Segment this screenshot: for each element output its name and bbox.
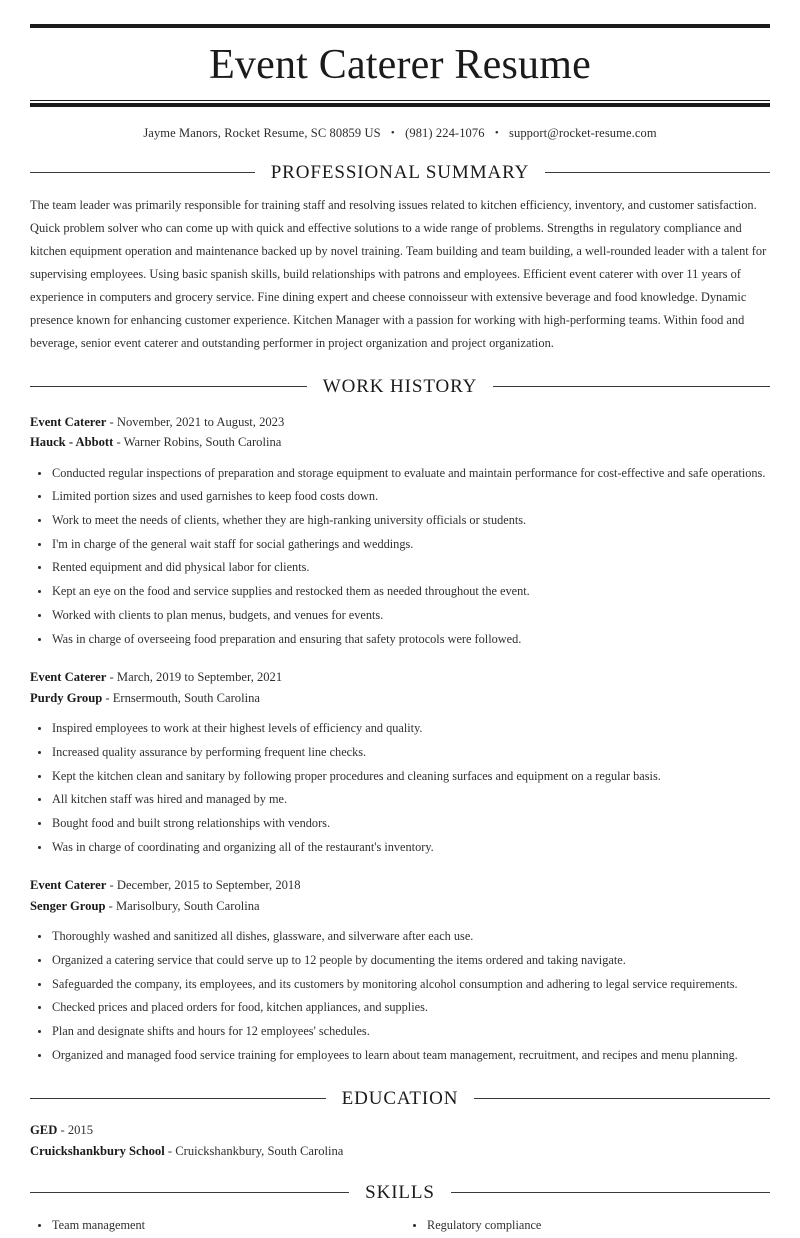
contact-separator-1: •	[390, 127, 395, 140]
job-bullet-list	[30, 462, 770, 652]
contact-address: Jayme Manors, Rocket Resume, SC 80859 US	[143, 126, 381, 141]
job-company: Hauck - Abbott	[30, 435, 114, 450]
resume-content	[30, 0, 770, 1238]
education-entry	[30, 1120, 770, 1161]
education-degree-line	[30, 1120, 770, 1140]
education-degree: GED	[30, 1123, 58, 1138]
job-bullet: Was in charge of overseeing food preparation and ensuring that safety protocols were followed.	[30, 628, 770, 652]
job-title-line	[30, 875, 770, 895]
education-degree-dash: -	[60, 1123, 65, 1138]
job-bullet: Thoroughly washed and sanitized all dishes, glassware, and silverware after each use.	[30, 925, 770, 949]
page-title: Event Caterer Resume	[209, 42, 591, 88]
contact-separator-2: •	[494, 127, 499, 140]
contact-phone: (981) 224-1076	[405, 126, 485, 141]
skills-column-right	[400, 1214, 770, 1238]
section-header-professional-summary	[30, 163, 770, 182]
job-bullet: Work to meet the needs of clients, whether they are high-ranking university officials or students.	[30, 509, 770, 533]
work-history-entry	[30, 412, 770, 652]
section-rule-left	[30, 1098, 326, 1099]
work-history-entry	[30, 667, 770, 859]
education-school-line	[30, 1141, 770, 1161]
section-rule-right	[474, 1098, 770, 1099]
job-bullet: Organized a catering service that could serve up to 12 people by documenting the items ordered and taking navigate.	[30, 949, 770, 973]
skills-list-right	[400, 1214, 770, 1238]
job-bullet: All kitchen staff was hired and managed by me.	[30, 788, 770, 812]
job-title: Event Caterer	[30, 414, 107, 429]
skills-list-left	[30, 1214, 400, 1238]
job-company: Purdy Group	[30, 690, 103, 705]
resume-masthead	[30, 0, 770, 107]
section-title-professional-summary: PROFESSIONAL SUMMARY	[270, 162, 530, 184]
section-title-work-history: WORK HISTORY	[322, 375, 478, 397]
job-bullet: I'm in charge of the general wait staff for social gatherings and weddings.	[30, 533, 770, 557]
job-bullet: Safeguarded the company, its employees, and its customers by monitoring alcohol consumption and adhering to legal service requirements.	[30, 973, 770, 997]
section-header-work-history	[30, 377, 770, 396]
job-bullet: Was in charge of coordinating and organizing all of the restaurant's inventory.	[30, 836, 770, 860]
section-rule-left	[30, 172, 255, 173]
title-zone	[30, 28, 770, 100]
job-bullet-list	[30, 925, 770, 1067]
job-bullet: Organized and managed food service training for employees to learn about team management, recruitment, and recipes and menu planning.	[30, 1044, 770, 1068]
section-rule-right	[451, 1192, 770, 1193]
section-rule-left	[30, 1192, 349, 1193]
education-school-dash: -	[167, 1143, 173, 1158]
job-title-line	[30, 412, 770, 432]
job-company-dash: -	[116, 435, 121, 450]
job-dates: December, 2015 to September, 2018	[116, 878, 301, 893]
job-company-line	[30, 896, 770, 916]
job-title: Event Caterer	[30, 670, 107, 685]
job-dates: November, 2021 to August, 2023	[116, 414, 285, 429]
job-bullet: Bought food and built strong relationships with vendors.	[30, 812, 770, 836]
job-company-line	[30, 432, 770, 452]
section-title-skills: SKILLS	[365, 1182, 435, 1204]
job-bullet-list	[30, 717, 770, 859]
section-rule-right	[545, 172, 770, 173]
job-title-dash: -	[109, 414, 114, 429]
skill-item: Team management	[30, 1214, 400, 1238]
skill-item: Regulatory compliance	[405, 1214, 770, 1238]
job-bullet: Checked prices and placed orders for food, kitchen appliances, and supplies.	[30, 996, 770, 1020]
job-bullet: Kept an eye on the food and service supplies and restocked them as needed throughout the event.	[30, 580, 770, 604]
section-rule-left	[30, 386, 307, 387]
section-rule-right	[493, 386, 770, 387]
job-bullet: Inspired employees to work at their highest levels of efficiency and quality.	[30, 717, 770, 741]
job-title-line	[30, 667, 770, 687]
job-bullet: Kept the kitchen clean and sanitary by following proper procedures and cleaning surfaces and equipment on a regular basis.	[30, 765, 770, 789]
job-bullet: Plan and designate shifts and hours for 12 employees' schedules.	[30, 1020, 770, 1044]
job-company-dash: -	[105, 690, 110, 705]
job-title-dash: -	[109, 878, 114, 893]
education-school: Cruickshankbury School	[30, 1143, 165, 1158]
job-location: Ernsermouth, South Carolina	[112, 690, 260, 705]
section-header-skills	[30, 1183, 770, 1202]
education-year: 2015	[67, 1123, 93, 1138]
job-location: Warner Robins, South Carolina	[123, 435, 282, 450]
job-dates: March, 2019 to September, 2021	[116, 670, 283, 685]
education-location: Cruickshankbury, South Carolina	[175, 1143, 344, 1158]
job-bullet: Conducted regular inspections of preparation and storage equipment to evaluate and maintain performance for cost-effective and safe operations.	[30, 462, 770, 486]
job-company: Senger Group	[30, 898, 106, 913]
job-location: Marisolbury, South Carolina	[115, 898, 260, 913]
job-bullet: Rented equipment and did physical labor for clients.	[30, 556, 770, 580]
contact-email: support@rocket-resume.com	[509, 126, 657, 141]
job-company-dash: -	[108, 898, 113, 913]
job-bullet: Worked with clients to plan menus, budgets, and venues for events.	[30, 604, 770, 628]
section-title-education: EDUCATION	[341, 1088, 459, 1110]
section-header-education	[30, 1089, 770, 1108]
contact-line	[30, 107, 770, 141]
job-bullet: Limited portion sizes and used garnishes to keep food costs down.	[30, 485, 770, 509]
job-bullet: Increased quality assurance by performing frequent line checks.	[30, 741, 770, 765]
job-title: Event Caterer	[30, 878, 107, 893]
professional-summary-text: The team leader was primarily responsible for training staff and resolving issues related to kitchen efficiency, inventory, and customer satisfaction. Quick problem solver who can come up with quick and effective solutions to a wide range of problems. Strengths in regulatory compliance and kitchen equipment operation and maintenance backed up by novel training. Team building and team building, a well-rounded leader with a talent for supervising employees. Using basic spanish skills, build relationships with patrons and employees. Efficient event caterer with over 11 years of experience in computers and grocery service. Fine dining expert and cheese connoisseur with extensive beverage and food knowledge. Dynamic presence known for enhancing customer experience. Kitchen Manager with a passion for working with high-performing teams. Within food and beverage, senior event caterer and outstanding performer in project organization and project organization.	[30, 198, 767, 350]
job-title-dash: -	[109, 670, 114, 685]
skills-columns	[30, 1214, 770, 1238]
job-company-line	[30, 688, 770, 708]
work-history-entry	[30, 875, 770, 1067]
masthead-bottom-rule-thin	[30, 100, 770, 101]
skills-column-left	[30, 1214, 400, 1238]
